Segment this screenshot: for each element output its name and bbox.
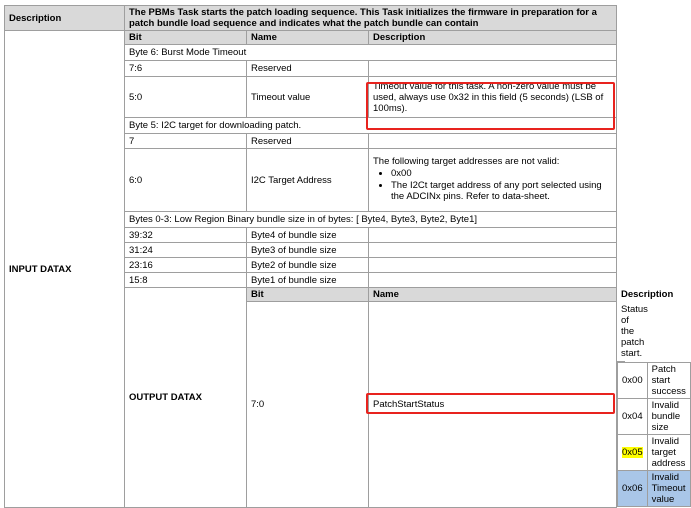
output-datax-label: OUTPUT DATAX (125, 288, 247, 508)
name-cell: PatchStartStatus (369, 302, 617, 508)
i2c-intro: The following target addresses are not valid: (373, 156, 560, 167)
desc-cell (369, 61, 617, 77)
status-meaning: Invalid Timeout value (647, 471, 690, 507)
name-cell: I2C Target Address (247, 149, 369, 212)
name-cell: Byte2 of bundle size (247, 258, 369, 273)
input-datax-label: INPUT DATAX (5, 31, 125, 508)
status-code (618, 435, 648, 471)
status-title: Status of the patch start. (617, 302, 625, 362)
output-column-header-row: OUTPUT DATAX Bit Name Description (5, 288, 617, 302)
name-cell: Reserved (247, 61, 369, 77)
bit-cell: 39:32 (125, 228, 247, 243)
input-col-description: Description (369, 31, 617, 45)
status-meaning: Invalid bundle size (647, 399, 690, 435)
bit-cell: 7:0 (247, 302, 369, 508)
desc-cell (369, 243, 617, 258)
status-meaning: Invalid target address (647, 435, 690, 471)
desc-cell (369, 228, 617, 243)
invalid-address-list (373, 168, 612, 202)
bit-cell: 31:24 (125, 243, 247, 258)
desc-cell (369, 258, 617, 273)
name-cell: Byte4 of bundle size (247, 228, 369, 243)
bit-cell: 23:16 (125, 258, 247, 273)
status-code: 0x00 (618, 363, 648, 399)
bit-cell: 6:0 (125, 149, 247, 212)
table-row (618, 399, 691, 435)
list-item: • The I2Ct target address of any port selected using the ADCINx pins. Refer to data-sheet. (391, 180, 612, 202)
bytes03-title: Bytes 0-3: Low Region Binary bundle size in of bytes: [ Byte4, Byte3, Byte2, Byte1] (125, 212, 617, 228)
output-col-name: Name (369, 288, 617, 302)
status-code: 0x06 (618, 471, 648, 507)
input-column-header-row (5, 31, 617, 45)
desc-cell (369, 273, 617, 288)
byte5-title: Byte 5: I2C target for downloading patch. (125, 118, 617, 134)
status-code: 0x04 (618, 399, 648, 435)
output-col-bit: Bit (247, 288, 369, 302)
table-row (618, 435, 691, 471)
list-item: • 0x00 (391, 168, 612, 179)
i2c-address-description (369, 149, 617, 212)
header-description: The PBMs Task starts the patch loading sequence. This Task initializes the firmware in preparation for a patch bundle load sequence and indicates what the patch bundle can contain (125, 6, 617, 31)
header-label: Description (5, 6, 125, 31)
highlighted-code: 0x05 (622, 447, 643, 458)
bit-cell: 7:6 (125, 61, 247, 77)
bit-cell: 5:0 (125, 77, 247, 118)
bit-cell: 15:8 (125, 273, 247, 288)
table-header-row (5, 6, 617, 31)
byte6-title: Byte 6: Burst Mode Timeout (125, 45, 617, 61)
name-cell: Reserved (247, 134, 369, 149)
name-cell: Byte1 of bundle size (247, 273, 369, 288)
table-row (618, 471, 691, 507)
table-row (618, 363, 691, 399)
name-cell: Byte3 of bundle size (247, 243, 369, 258)
input-col-name: Name (247, 31, 369, 45)
input-col-bit: Bit (125, 31, 247, 45)
timeout-description: Timeout value for this task. A non-zero value must be used, always use 0x32 in this field (5 seconds) (LSB of 100ms). (369, 77, 617, 118)
bit-cell: 7 (125, 134, 247, 149)
status-meaning: Patch start success (647, 363, 690, 399)
desc-cell (369, 134, 617, 149)
status-code-table (617, 362, 691, 507)
name-cell: Timeout value (247, 77, 369, 118)
pbms-task-table (4, 5, 686, 508)
